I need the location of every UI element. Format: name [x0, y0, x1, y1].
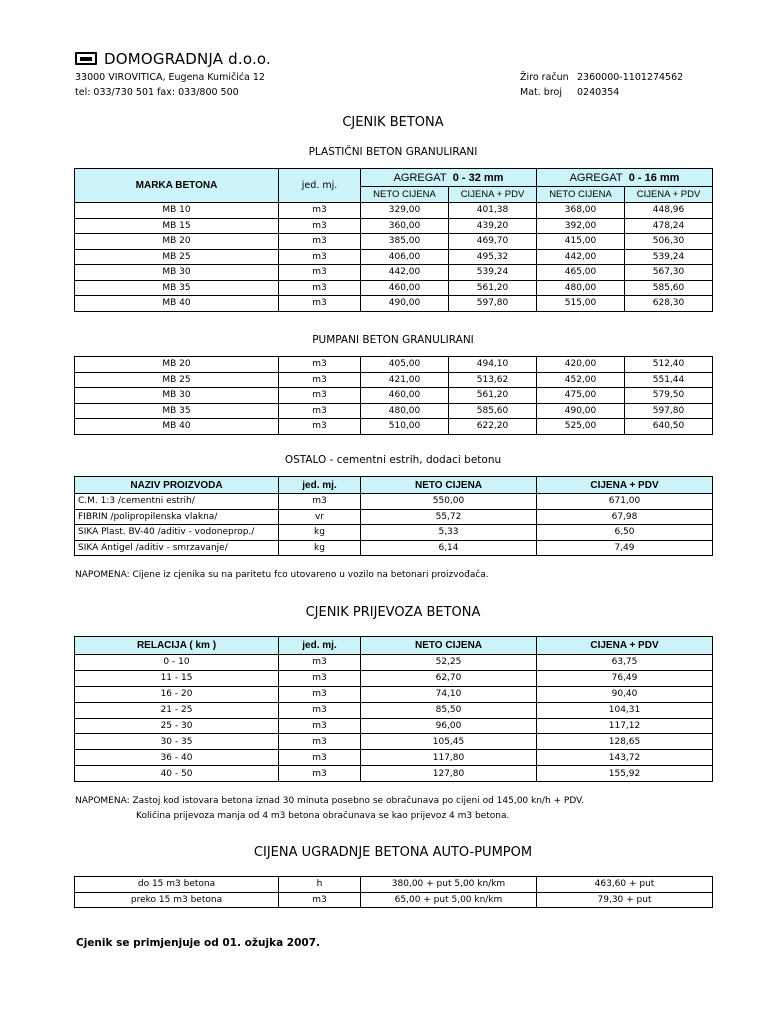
table-cell: 105,45: [361, 734, 537, 750]
table-cell: 117,80: [361, 750, 537, 766]
table-cell: 525,00: [537, 419, 625, 435]
table-cell: MB 35: [75, 280, 279, 296]
table-cell: m3: [279, 702, 361, 718]
pump-installation-title: CIJENA UGRADNJE BETONA AUTO-PUMPOM: [253, 845, 533, 860]
table-cell: MB 30: [75, 265, 279, 281]
company-phone: tel: 033/730 501 fax: 033/800 500: [75, 87, 239, 98]
table-row: [75, 372, 713, 388]
table-cell: 671,00: [537, 494, 713, 510]
table-cell: 40 - 50: [75, 766, 279, 782]
table-cell: 442,00: [537, 249, 625, 265]
table-cell: 405,00: [361, 357, 449, 373]
table-cell: vr: [279, 509, 361, 525]
table-cell: 622,20: [449, 419, 537, 435]
col-neto-header: NETO CIJENA: [361, 477, 537, 494]
table-cell: m3: [279, 280, 361, 296]
table-cell: 401,38: [449, 203, 537, 219]
table-cell: m3: [279, 403, 361, 419]
plastic-concrete-table: [74, 168, 713, 312]
mat-label: Mat. broj: [520, 87, 562, 98]
table-cell: 406,00: [361, 249, 449, 265]
table-cell: m3: [279, 734, 361, 750]
table-cell: 515,00: [537, 296, 625, 312]
transport-title: CJENIK PRIJEVOZA BETONA: [305, 605, 481, 620]
table-cell: 11 - 15: [75, 670, 279, 686]
table-cell: 128,65: [537, 734, 713, 750]
table-cell: 155,92: [537, 766, 713, 782]
col-pdv-header: CIJENA + PDV: [537, 637, 713, 655]
table-cell: do 15 m3 betona: [75, 877, 279, 893]
table-row: [75, 892, 713, 908]
table-cell: FIBRIN /polipropilenska vlakna/: [75, 509, 279, 525]
table-cell: 415,00: [537, 234, 625, 250]
transport-table: [74, 636, 713, 782]
table-cell: m3: [279, 249, 361, 265]
section3-title: OSTALO - cementni estrih, dodaci betonu: [284, 454, 502, 466]
table-cell: 460,00: [361, 280, 449, 296]
table-cell: m3: [279, 670, 361, 686]
table-cell: 539,24: [449, 265, 537, 281]
table-cell: m3: [279, 388, 361, 404]
table-cell: 0 - 10: [75, 655, 279, 671]
table-cell: 79,30 + put: [537, 892, 713, 908]
table-cell: 494,10: [449, 357, 537, 373]
table-cell: 74,10: [361, 686, 537, 702]
table-cell: 640,50: [625, 419, 713, 435]
table-row: [75, 655, 713, 671]
table-row: [75, 265, 713, 281]
table-row: [75, 525, 713, 541]
col-marka-header: MARKA BETONA: [75, 169, 279, 203]
table-cell: 90,40: [537, 686, 713, 702]
table-cell: 360,00: [361, 218, 449, 234]
table-cell: 506,30: [625, 234, 713, 250]
table-row: [75, 750, 713, 766]
table-cell: 25 - 30: [75, 718, 279, 734]
table-cell: 104,31: [537, 702, 713, 718]
table-cell: 380,00 + put 5,00 kn/km: [361, 877, 537, 893]
col-jed-header: jed. mj.: [279, 637, 361, 655]
table-cell: MB 10: [75, 203, 279, 219]
table-cell: m3: [279, 265, 361, 281]
table-cell: 6,14: [361, 540, 537, 556]
col-neto-header: NETO CIJENA: [361, 637, 537, 655]
sub-pdv-header: CIJENA + PDV: [449, 187, 537, 203]
table-cell: m3: [279, 892, 361, 908]
table-cell: 567,30: [625, 265, 713, 281]
table-row: [75, 509, 713, 525]
table-row: [75, 403, 713, 419]
table-cell: 579,50: [625, 388, 713, 404]
table-row: [75, 218, 713, 234]
table-cell: 480,00: [361, 403, 449, 419]
col-naziv-header: NAZIV PROIZVODA: [75, 477, 279, 494]
table-cell: m3: [279, 655, 361, 671]
sub-pdv-header: CIJENA + PDV: [625, 187, 713, 203]
table-cell: m3: [279, 203, 361, 219]
table-row: [75, 249, 713, 265]
table-cell: MB 25: [75, 372, 279, 388]
table-cell: 448,96: [625, 203, 713, 219]
table-cell: 551,44: [625, 372, 713, 388]
col-relacija-header: RELACIJA ( km ): [75, 637, 279, 655]
section1-title: PLASTIČNI BETON GRANULIRANI: [308, 146, 478, 158]
table-cell: SIKA Antigel /aditiv - smrzavanje/: [75, 540, 279, 556]
aggregate-16-header: AGREGAT 0 - 16 mm: [537, 169, 713, 187]
table-row: [75, 388, 713, 404]
table-cell: m3: [279, 357, 361, 373]
table-row: [75, 419, 713, 435]
table-cell: 385,00: [361, 234, 449, 250]
table-cell: 117,12: [537, 718, 713, 734]
table-cell: m3: [279, 218, 361, 234]
table-cell: 442,00: [361, 265, 449, 281]
table-cell: 478,24: [625, 218, 713, 234]
page-title: CJENIK BETONA: [342, 115, 444, 130]
table-cell: 67,98: [537, 509, 713, 525]
col-jed-header: jed. mj.: [279, 169, 361, 203]
table-cell: 561,20: [449, 280, 537, 296]
table-cell: 539,24: [625, 249, 713, 265]
section3-note: NAPOMENA: Cijene iz cjenika su na paritetu fco utovareno u vozilo na betonari proizvođača.: [75, 570, 489, 580]
table-cell: 55,72: [361, 509, 537, 525]
table-cell: SIKA Plast. BV-40 /aditiv - vodoneprop./: [75, 525, 279, 541]
table-cell: 421,00: [361, 372, 449, 388]
table-cell: 460,00: [361, 388, 449, 404]
table-cell: 127,80: [361, 766, 537, 782]
table-cell: 585,60: [625, 280, 713, 296]
table-cell: m3: [279, 372, 361, 388]
transport-note-1: NAPOMENA: Zastoj kod istovara betona iznad 30 minuta posebno se obračunava po cijeni od 145,00 kn/h + PDV.: [75, 796, 584, 806]
table-cell: 475,00: [537, 388, 625, 404]
table-cell: 63,75: [537, 655, 713, 671]
table-cell: preko 15 m3 betona: [75, 892, 279, 908]
table-row: [75, 357, 713, 373]
table-cell: 368,00: [537, 203, 625, 219]
table-cell: 439,20: [449, 218, 537, 234]
table-cell: m3: [279, 296, 361, 312]
table-cell: m3: [279, 419, 361, 435]
table-cell: C.M. 1:3 /cementni estrih/: [75, 494, 279, 510]
table-row: [75, 766, 713, 782]
table-cell: 7,49: [537, 540, 713, 556]
table-cell: 30 - 35: [75, 734, 279, 750]
table-row: [75, 280, 713, 296]
table-cell: m3: [279, 234, 361, 250]
table-cell: MB 20: [75, 234, 279, 250]
table-cell: 597,80: [449, 296, 537, 312]
section2-title: PUMPANI BETON GRANULIRANI: [312, 334, 474, 346]
transport-note-2: Količina prijevoza manja od 4 m3 betona obračunava se kao prijevoz 4 m3 betona.: [136, 811, 510, 821]
table-cell: 585,60: [449, 403, 537, 419]
table-cell: m3: [279, 766, 361, 782]
table-cell: MB 20: [75, 357, 279, 373]
table-cell: kg: [279, 525, 361, 541]
table-cell: MB 35: [75, 403, 279, 419]
table-cell: 465,00: [537, 265, 625, 281]
table-cell: 76,49: [537, 670, 713, 686]
table-row: [75, 296, 713, 312]
col-jed-header: jed. mj.: [279, 477, 361, 494]
table-cell: 550,00: [361, 494, 537, 510]
table-cell: MB 15: [75, 218, 279, 234]
pump-installation-table: [74, 876, 713, 908]
table-cell: 490,00: [361, 296, 449, 312]
company-logo-icon: [75, 52, 97, 65]
sub-neto-header: NETO CIJENA: [361, 187, 449, 203]
table-cell: 480,00: [537, 280, 625, 296]
company-address: 33000 VIROVITICA, Eugena Kumičića 12: [75, 72, 265, 83]
table-cell: 62,70: [361, 670, 537, 686]
pumped-concrete-table: [74, 356, 713, 435]
table-row: [75, 702, 713, 718]
table-cell: 463,60 + put: [537, 877, 713, 893]
table-cell: MB 25: [75, 249, 279, 265]
table-cell: 490,00: [537, 403, 625, 419]
table-cell: 420,00: [537, 357, 625, 373]
table-row: [75, 718, 713, 734]
table-cell: 6,50: [537, 525, 713, 541]
table-cell: 5,33: [361, 525, 537, 541]
sub-neto-header: NETO CIJENA: [537, 187, 625, 203]
account-value: 2360000-1101274562: [577, 72, 684, 83]
account-label: Žiro račun: [520, 72, 569, 83]
col-pdv-header: CIJENA + PDV: [537, 477, 713, 494]
table-cell: m3: [279, 718, 361, 734]
table-row: [75, 686, 713, 702]
mat-value: 0240354: [577, 87, 620, 98]
table-cell: 628,30: [625, 296, 713, 312]
table-cell: 36 - 40: [75, 750, 279, 766]
validity-footer: Cjenik se primjenjuje od 01. ožujka 2007.: [76, 937, 321, 949]
table-cell: 512,40: [625, 357, 713, 373]
table-cell: 510,00: [361, 419, 449, 435]
table-cell: 452,00: [537, 372, 625, 388]
table-cell: m3: [279, 494, 361, 510]
table-cell: MB 30: [75, 388, 279, 404]
table-cell: 16 - 20: [75, 686, 279, 702]
table-cell: kg: [279, 540, 361, 556]
table-row: [75, 540, 713, 556]
table-cell: 495,32: [449, 249, 537, 265]
table-cell: 392,00: [537, 218, 625, 234]
table-cell: 513,62: [449, 372, 537, 388]
table-cell: m3: [279, 750, 361, 766]
table-cell: MB 40: [75, 419, 279, 435]
table-row: [75, 234, 713, 250]
table-cell: 85,50: [361, 702, 537, 718]
table-cell: 65,00 + put 5,00 kn/km: [361, 892, 537, 908]
company-name: DOMOGRADNJA d.o.o.: [104, 50, 272, 68]
table-cell: 96,00: [361, 718, 537, 734]
table-cell: 561,20: [449, 388, 537, 404]
table-cell: m3: [279, 686, 361, 702]
table-cell: 143,72: [537, 750, 713, 766]
table-row: [75, 877, 713, 893]
table-row: [75, 494, 713, 510]
table-row: [75, 203, 713, 219]
other-products-table: [74, 476, 713, 556]
table-cell: 597,80: [625, 403, 713, 419]
table-row: [75, 670, 713, 686]
table-row: [75, 734, 713, 750]
aggregate-32-header: AGREGAT 0 - 32 mm: [361, 169, 537, 187]
table-cell: 329,00: [361, 203, 449, 219]
table-cell: MB 40: [75, 296, 279, 312]
table-cell: h: [279, 877, 361, 893]
table-cell: 469,70: [449, 234, 537, 250]
table-cell: 52,25: [361, 655, 537, 671]
table-cell: 21 - 25: [75, 702, 279, 718]
